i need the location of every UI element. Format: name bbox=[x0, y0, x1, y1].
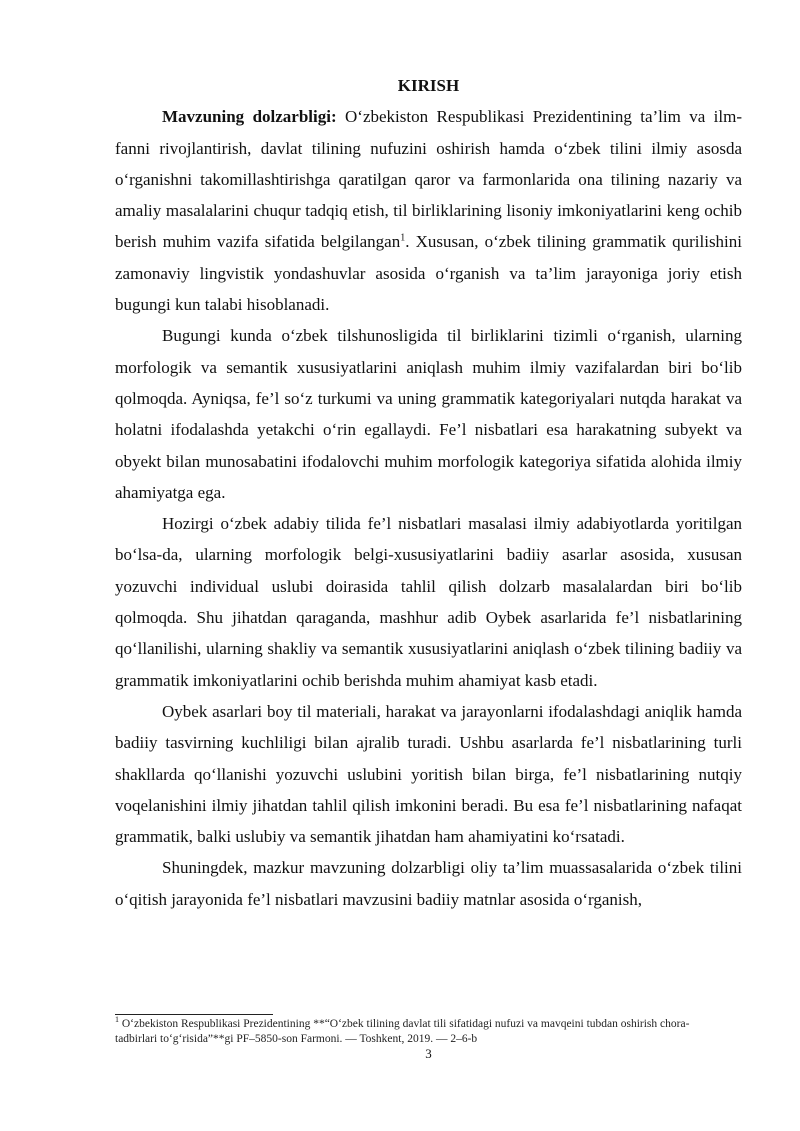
paragraph: Bugungi kunda o‘zbek tilshunosligida til birliklarini tizimli o‘rganish, ularning morfologik va semantik xususiyatlarini aniqlash muhim ilmiy vazifalardan biri bo‘lib qolmoqda. Ayniqsa, fe’l so‘z turkumi va uning grammatik kategoriyalari nutqda harakat va holatni ifodalashda yetakchi o‘rin egallaydi. Fe’l nisbatlari esa harakatning subyekt va obyekt bilan munosabatini ifodalovchi muhim morfologik kategoriya sifatida alohida ilmiy ahamiyatga ega. bbox=[115, 326, 742, 502]
paragraph-lead: Mavzuning dolzarbligi: bbox=[162, 107, 337, 127]
footnote-reference[interactable]: 1 bbox=[400, 232, 406, 244]
footnote-divider bbox=[115, 1014, 273, 1015]
paragraph: Oybek asarlari boy til materiali, harakat va jarayonlarni ifodalashdagi aniqlik hamda badiiy tasvirning kuchliligi bilan ajralib turadi. Ushbu asarlarda fe’l nisbatlarining turli shakllarda qo‘llanishi yozuvchi uslubini yoritish bilan birga, fe’l nisbatlarining nutqiy voqelanishini ilmiy jihatdan tahlil qilish imkonini beradi. Bu esa fe’l nisbatlarining nafaqat grammatik, balki uslubiy va semantik jihatdan ham ahamiyatini ko‘rsatadi. bbox=[115, 701, 742, 847]
body-text bbox=[115, 70, 742, 915]
footnote bbox=[115, 1017, 715, 1047]
paragraph-text: O‘zbekiston Respublikasi Prezidentining ta’lim va ilm-fanni rivojlantirish, davlat tilining nufuzini oshirish hamda o‘zbek tilini ilmiy asosda o‘rganishni takomillashtirishga qaratilgan qaror va farmonlarida ona tilining nazariy va amaliy masalalarini chuqur tadqiq etish, til birliklarining lisoniy imkoniyatlarini keng ochib berish muhim vazifa sifatida belgilangan bbox=[115, 107, 742, 252]
footnote-number: 1 bbox=[115, 1015, 119, 1025]
paragraph-text-continued: . Xususan, o‘zbek tilining grammatik qurilishini zamonaviy lingvistik yondashuvlar asosida o‘rganish va ta’lim jarayoniga joriy etish bugungi kun talabi hisoblanadi. bbox=[115, 232, 743, 315]
paragraph: Shuningdek, mazkur mavzuning dolzarbligi oliy ta’lim muassasalarida o‘zbek tilini o‘qitish jarayonida fe’l nisbatlari mavzusini badiiy matnlar asosida o‘rganish, bbox=[115, 858, 742, 909]
footnote-text: O‘zbekiston Respublikasi Prezidentining **“O‘zbek tilining davlat tili sifatidagi nufuzi va mavqeini tubdan oshirish chora-tadbirlari to‘g‘risida”**gi PF–5850-son Farmoni. — Toshkent, 2019. — 2–6-b bbox=[115, 1018, 690, 1045]
paragraph: Hozirgi o‘zbek adabiy tilida fe’l nisbatlari masalasi ilmiy adabiyotlarda yoritilgan bo‘lsa-da, ularning morfologik belgi-xususiyatlarini badiiy asarlar asosida, xususan yozuvchi individual uslubi doirasida tahlil qilish dolzarb masalalardan biri bo‘lib qolmoqda. Shu jihatdan qaraganda, mashhur adib Oybek asarlarida fe’l nisbatlarining qo‘llanilishi, ularning shakliy va semantik xususiyatlarini aniqlash o‘zbek tilining badiiy va grammatik imkoniyatlarini ochib berishda muhim ahamiyat kasb etadi. bbox=[115, 514, 742, 690]
section-heading: KIRISH bbox=[397, 76, 460, 95]
page-number: 3 bbox=[425, 1046, 432, 1061]
paragraph-relevance bbox=[115, 101, 742, 320]
